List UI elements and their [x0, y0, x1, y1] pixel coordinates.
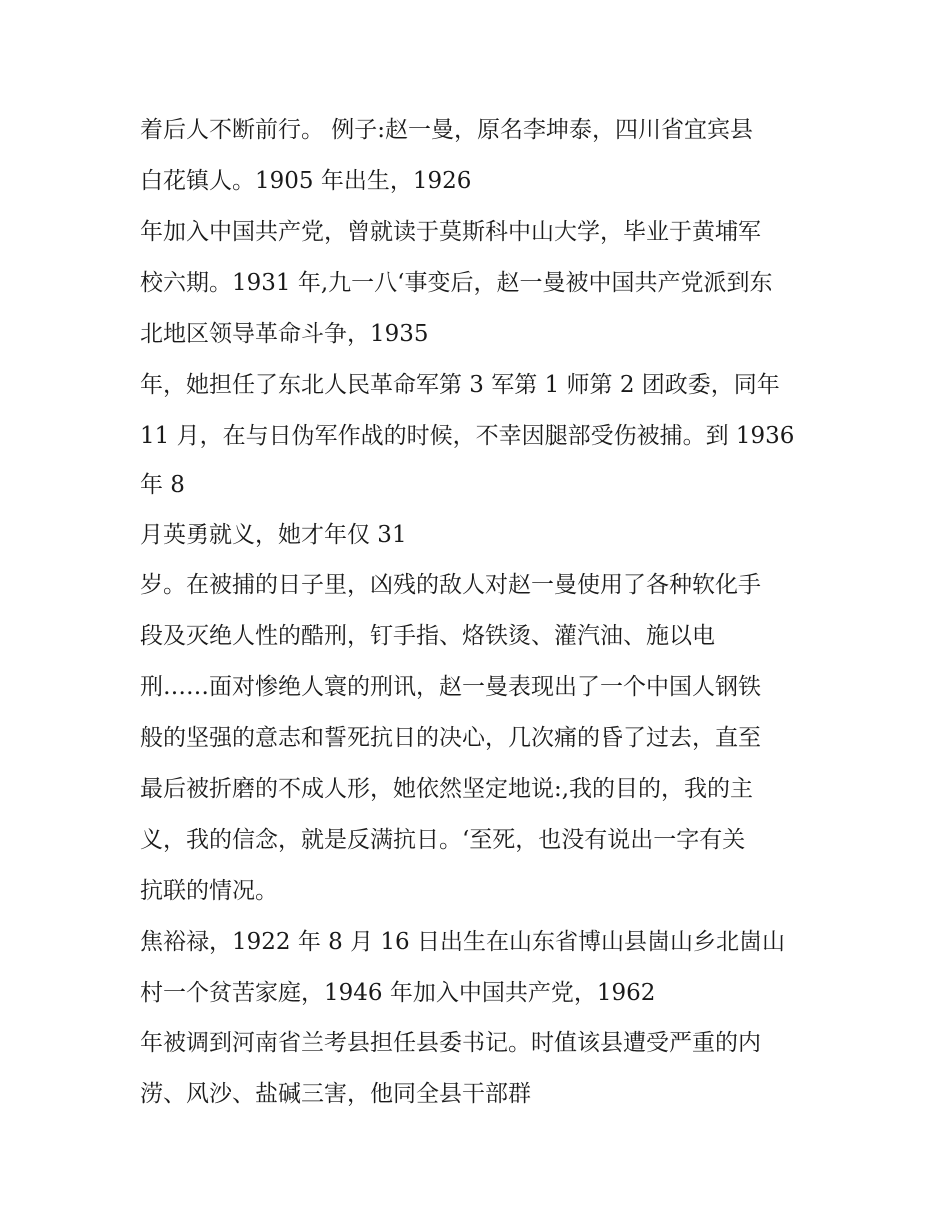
text-line: 白花镇人。1905 年出生，1926 [140, 168, 472, 194]
text-line: 涝、风沙、盐碱三害，他同全县干部群 [140, 1081, 531, 1107]
text-line: 北地区领导革命斗争，1935 [140, 321, 429, 347]
text-line: 义，我的信念，就是反满抗日。‘至死，也没有说出一字有关 [140, 827, 746, 853]
text-line: 11 月，在与日伪军作战的时候，不幸因腿部受伤被捕。到 1936 [140, 423, 795, 449]
text-line: 年被调到河南省兰考县担任县委书记。时值该县遭受严重的内 [140, 1030, 761, 1056]
text-line: 段及灭绝人性的酷刑，钉手指、烙铁烫、灌汽油、施以电 [140, 623, 715, 649]
text-line: 最后被折磨的不成人形，她依然坚定地说:,我的目的，我的主 [140, 776, 754, 802]
text-line: 年，她担任了东北人民革命军第 3 军第 1 师第 2 团政委，同年 [140, 372, 780, 398]
text-line: 岁。在被捕的日子里，凶残的敌人对赵一曼使用了各种软化手 [140, 572, 761, 598]
text-line: 月英勇就义，她才年仅 31 [140, 522, 407, 548]
text-line: 年加入中国共产党，曾就读于莫斯科中山大学，毕业于黄埔军 [140, 219, 761, 245]
text-line: 抗联的情况。 [140, 878, 278, 904]
text-line: 校六期。1931 年,九一八‘事变后，赵一曼被中国共产党派到东 [140, 270, 773, 296]
text-line: 着后人不断前行。 例子:赵一曼，原名李坤泰，四川省宜宾县 [140, 117, 754, 143]
text-line: 年 8 [140, 472, 185, 498]
text-line: 焦裕禄，1922 年 8 月 16 日出生在山东省博山县崮山乡北崮山 [140, 929, 785, 955]
text-line: 村一个贫苦家庭，1946 年加入中国共产党，1962 [140, 980, 656, 1006]
text-line: 般的坚强的意志和誓死抗日的决心，几次痛的昏了过去，直至 [140, 725, 761, 751]
text-line: 刑……面对惨绝人寰的刑讯，赵一曼表现出了一个中国人钢铁 [140, 674, 761, 700]
